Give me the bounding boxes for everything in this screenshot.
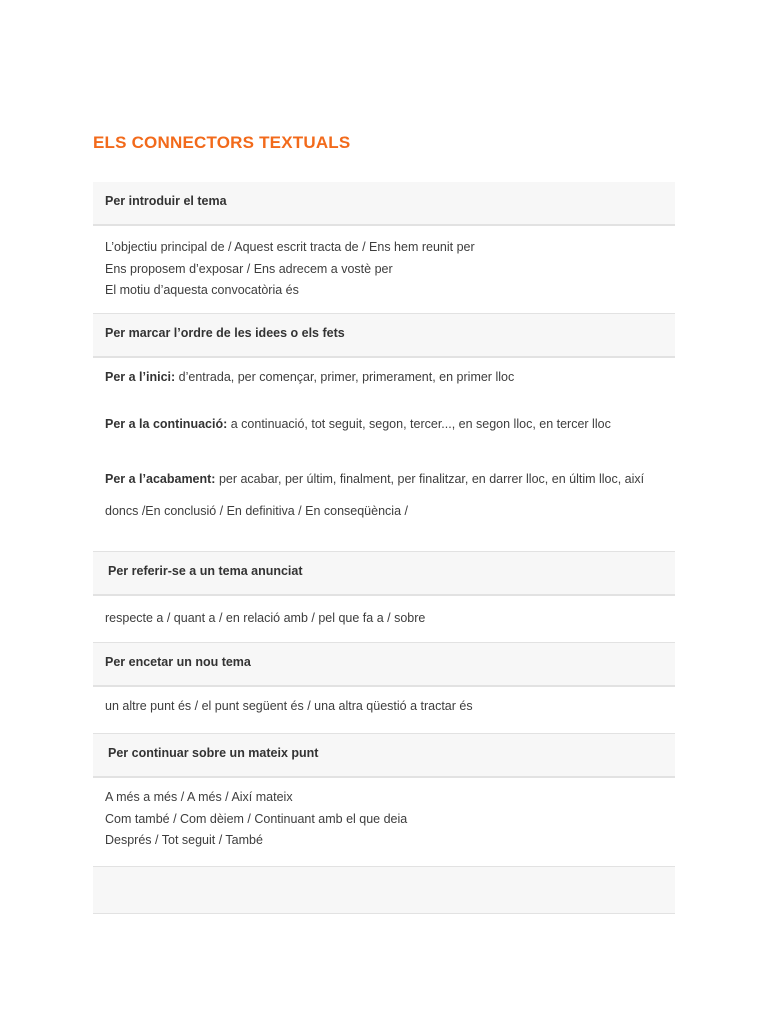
section-header-continuar: Per continuar sobre un mateix punt	[93, 734, 675, 778]
section-body-refer	[93, 596, 675, 643]
refer-line-1: respecte a / quant a / en relació amb / pel que fa a / sobre	[105, 611, 426, 625]
section-header-refer: Per referir-se a un tema anunciat	[93, 552, 675, 596]
page-title: ELS CONNECTORS TEXTUALS	[93, 133, 351, 152]
section-body-intro	[93, 226, 675, 314]
order-acabament-label: Per a l’acabament:	[105, 472, 216, 486]
continuar-line-1: A més a més / A més / Així mateix	[105, 790, 293, 804]
continuar-line-2: Com també / Com dèiem / Continuant amb el que deia	[105, 811, 408, 826]
order-inici-label: Per a l’inici:	[105, 370, 176, 384]
intro-line-2: Ens proposem d’exposar / Ens adrecem a vostè per	[105, 261, 393, 276]
order-continuacio	[93, 385, 675, 432]
section-body-order	[93, 358, 675, 552]
section-header-nou: Per encetar un nou tema	[93, 643, 675, 687]
nou-line-1: un altre punt és / el punt següent és / una altra qüestió a tractar és	[105, 699, 473, 713]
intro-line-1: L’objectiu principal de / Aquest escrit tracta de / Ens hem reunit per	[105, 240, 475, 254]
order-inici-text: d’entrada, per començar, primer, primerament, en primer lloc	[175, 370, 515, 384]
section-header-order: Per marcar l’ordre de les idees o els fets	[93, 314, 675, 358]
section-body-continuar	[93, 778, 675, 867]
order-acabament-text: per acabar, per últim, finalment, per finalitzar, en darrer lloc, en últim lloc, així doncs /En conclusió / En definitiva / En conseqüència /	[105, 472, 645, 518]
connectors-table	[93, 182, 675, 914]
order-inici	[93, 358, 675, 385]
section-header-intro: Per introduir el tema	[93, 182, 675, 226]
order-acabament	[93, 432, 675, 527]
order-continuacio-label: Per a la continuació:	[105, 417, 228, 431]
empty-row	[93, 867, 675, 914]
continuar-line-3: Després / Tot seguit / També	[105, 833, 263, 847]
section-body-nou	[93, 687, 675, 734]
intro-line-3: El motiu d’aquesta convocatòria és	[105, 283, 299, 297]
order-continuacio-text: a continuació, tot seguit, segon, tercer..., en segon lloc, en tercer lloc	[227, 417, 611, 431]
